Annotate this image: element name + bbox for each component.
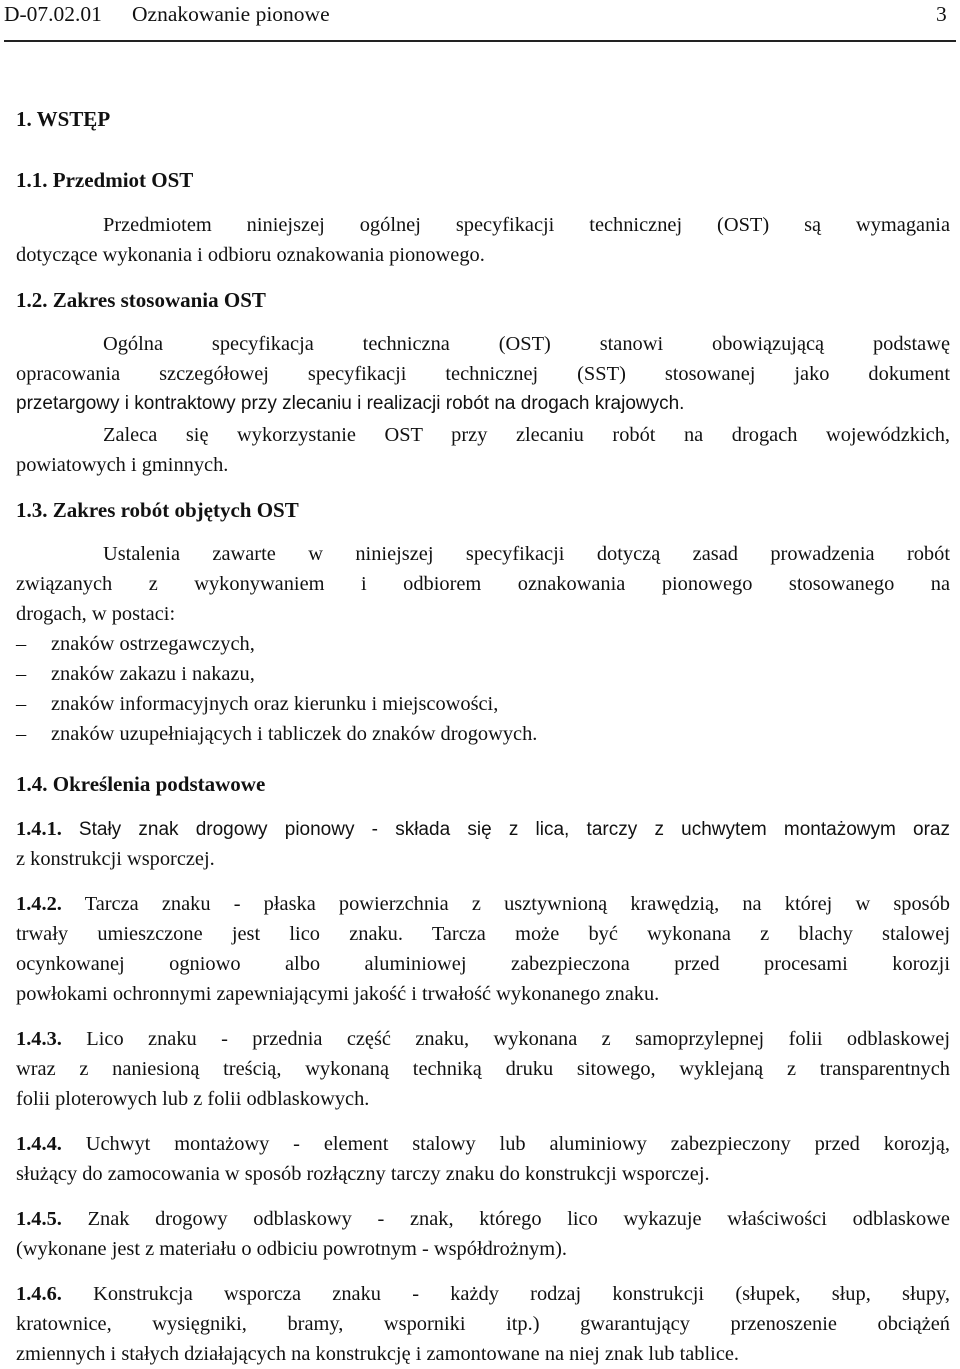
text-line: wraz z naniesioną treścią, wykonaną techniką druku sitowego, wyklejaną z transparentnych — [16, 1058, 950, 1080]
definition-1-4-6 — [16, 1279, 950, 1369]
document-code: D-07.02.01 — [4, 2, 102, 26]
paragraph-1-3 — [16, 539, 950, 749]
text-line: Przedmiotem niniejszej ogólnej specyfikacji technicznej (OST) są wymagania — [103, 214, 950, 236]
text-line: kratownice, wysięgniki, bramy, wsporniki itp.) gwarantujący przenoszenie obciążeń — [16, 1313, 950, 1335]
definition-1-4-1 — [16, 814, 950, 874]
definition-text: Tarcza znaku - płaska powierzchnia z usztywnioną krawędzią, na której w sposób — [84, 893, 950, 915]
section-heading-1-2: 1.2. Zakres stosowania OST — [16, 288, 266, 312]
text-line: służący do zamocowania w sposób rozłączny tarczy znaku do konstrukcji wsporczej. — [16, 1163, 710, 1185]
definition-number: 1.4.3. — [16, 1028, 62, 1050]
text-line: zmiennych i stałych działających na konstrukcję i zamontowane na niej znak lub tablice. — [16, 1343, 740, 1365]
dash-bullet: – — [16, 663, 27, 685]
page-number: 3 — [936, 2, 947, 26]
definition-text: Konstrukcja wsporcza znaku - każdy rodzaj konstrukcji (słupek, słup, słupy, — [93, 1283, 950, 1305]
list-item-text: znaków zakazu i nakazu, — [51, 663, 255, 685]
text-line: ocynkowanej ogniowo albo aluminiowej zabezpieczona przed procesami korozji — [16, 953, 950, 975]
page-header — [4, 0, 956, 42]
section-heading-1-3: 1.3. Zakres robót objętych OST — [16, 498, 299, 522]
list-item — [16, 659, 950, 689]
list-item — [16, 719, 950, 749]
definition-1-4-3 — [16, 1024, 950, 1114]
text-line: dotyczące wykonania i odbioru oznakowania pionowego. — [16, 244, 485, 266]
text-line: powiatowych i gminnych. — [16, 454, 229, 476]
text-line — [16, 1279, 950, 1309]
text-line — [16, 889, 950, 919]
definition-1-4-2 — [16, 889, 950, 1009]
definition-1-4-5 — [16, 1204, 950, 1264]
text-line: folii ploterowych lub z folii odblaskowych. — [16, 1088, 370, 1110]
definition-1-4-4 — [16, 1129, 950, 1189]
paragraph-1-2-b — [16, 420, 950, 480]
section-heading-1-1: 1.1. Przedmiot OST — [16, 168, 194, 192]
definition-number: 1.4.1. — [16, 818, 62, 840]
list-item — [16, 689, 950, 719]
text-line: Zaleca się wykorzystanie OST przy zlecaniu robót na drogach wojewódzkich, — [103, 424, 950, 446]
document-title: Oznakowanie pionowe — [132, 2, 330, 26]
definition-number: 1.4.4. — [16, 1133, 62, 1155]
list-item-text: znaków informacyjnych oraz kierunku i miejscowości, — [51, 693, 499, 715]
text-line: drogach, w postaci: — [16, 603, 176, 625]
section-heading-1-4: 1.4. Określenia podstawowe — [16, 772, 266, 796]
definition-text: Lico znaku - przednia część znaku, wykonana z samoprzylepnej folii odblaskowej — [86, 1028, 950, 1050]
section-heading-1: 1. WSTĘP — [16, 107, 111, 131]
dash-bullet: – — [16, 723, 27, 745]
text-line: opracowania szczegółowej specyfikacji technicznej (SST) stosowanej jako dokument — [16, 363, 950, 385]
definition-text: Stały znak drogowy pionowy - składa się z lica, tarczy z uchwytem montażowym oraz — [78, 819, 950, 840]
text-line: trwały umieszczone jest lico znaku. Tarcza może być wykonana z blachy stalowej — [16, 923, 950, 945]
text-line: Ustalenia zawarte w niniejszej specyfikacji dotyczą zasad prowadzenia robót — [103, 543, 950, 565]
text-line — [16, 1204, 950, 1234]
text-line: związanych z wykonywaniem i odbiorem oznakowania pionowego stosowanego na — [16, 573, 950, 595]
definition-number: 1.4.5. — [16, 1208, 62, 1230]
definition-text: Znak drogowy odblaskowy - znak, którego lico wykazuje właściwości odblaskowe — [87, 1208, 950, 1230]
text-line: powłokami ochronnymi zapewniającymi jakość i trwałość wykonanego znaku. — [16, 983, 660, 1005]
paragraph-1-1 — [16, 210, 950, 270]
definition-number: 1.4.2. — [16, 893, 62, 915]
list-item — [16, 629, 950, 659]
text-line: Ogólna specyfikacja techniczna (OST) stanowi obowiązującą podstawę — [103, 333, 950, 355]
dash-bullet: – — [16, 693, 27, 715]
paragraph-1-2-a — [16, 329, 950, 419]
text-line — [16, 1024, 950, 1054]
text-line — [16, 814, 950, 844]
dash-bullet: – — [16, 633, 27, 655]
definition-text: Uchwyt montażowy - element stalowy lub aluminiowy zabezpieczony przed korozją, — [85, 1133, 950, 1155]
definition-number: 1.4.6. — [16, 1283, 62, 1305]
text-line: z konstrukcji wsporczej. — [16, 848, 215, 870]
list-item-text: znaków ostrzegawczych, — [51, 633, 255, 655]
text-line: (wykonane jest z materiału o odbiciu powrotnym - współdrożnym). — [16, 1238, 567, 1260]
text-line: przetargowy i kontraktowy przy zlecaniu i realizacji robót na drogach krajowych. — [16, 393, 685, 414]
list-item-text: znaków uzupełniających i tabliczek do znaków drogowych. — [51, 723, 538, 745]
text-line — [16, 1129, 950, 1159]
